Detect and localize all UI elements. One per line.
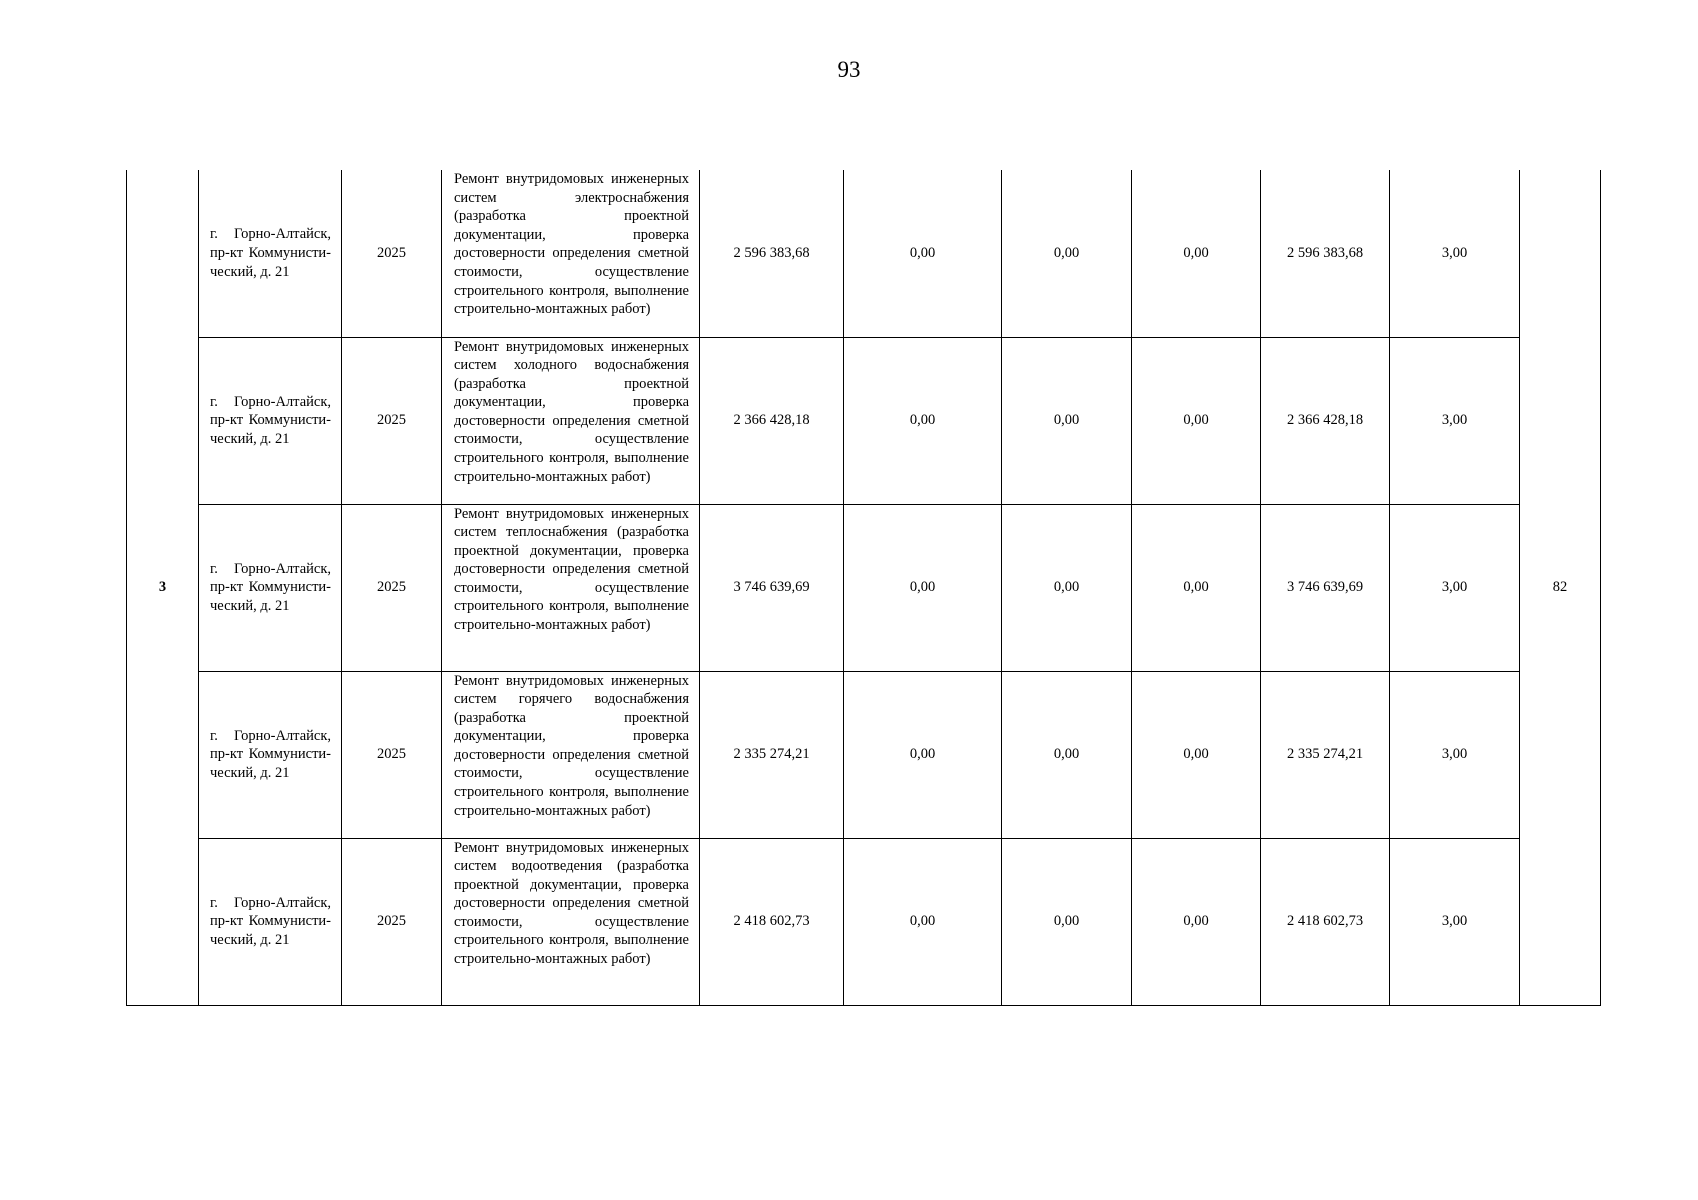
right-value-cell: 82 bbox=[1520, 170, 1601, 1005]
value-cell-4: 2 366 428,18 bbox=[1261, 337, 1390, 504]
value-cell-2: 0,00 bbox=[1002, 170, 1132, 337]
value-cell-3: 0,00 bbox=[1132, 838, 1261, 1005]
value-cell-4: 2 418 602,73 bbox=[1261, 838, 1390, 1005]
total-cost-cell: 2 418 602,73 bbox=[700, 838, 844, 1005]
table-row bbox=[127, 838, 1601, 1005]
value-cell-1: 0,00 bbox=[844, 504, 1002, 671]
value-cell-4: 2 335 274,21 bbox=[1261, 671, 1390, 838]
total-cost-cell: 2 596 383,68 bbox=[700, 170, 844, 337]
total-cost-cell: 2 366 428,18 bbox=[700, 337, 844, 504]
year-cell: 2025 bbox=[342, 337, 442, 504]
work-description-text: Ремонт внутридомовых инженерных систем теплоснабжения (разработка проектной документации, проверка достоверности определения сметной стоимости, осуществление строительного контроля, выполнение строительно-монтажных работ) bbox=[454, 505, 689, 634]
work-description-text: Ремонт внутридомовых инженерных систем холодного водоснабжения (разработка проектной документации, проверка достоверности определения сметной стоимости, осуществление строительного контроля, выполнение строительно-монтажных работ) bbox=[454, 338, 689, 485]
works-table-container bbox=[126, 170, 1601, 1006]
address-text: г. Горно-Алтайск, пр-кт Коммунисти-ческий, д. 21 bbox=[210, 894, 331, 948]
value-cell-4: 2 596 383,68 bbox=[1261, 170, 1390, 337]
address-cell bbox=[199, 671, 342, 838]
value-cell-3: 0,00 bbox=[1132, 504, 1261, 671]
value-cell-3: 0,00 bbox=[1132, 671, 1261, 838]
year-cell: 2025 bbox=[342, 671, 442, 838]
value-cell-3: 0,00 bbox=[1132, 337, 1261, 504]
address-text: г. Горно-Алтайск, пр-кт Коммунисти-ческий, д. 21 bbox=[210, 560, 331, 614]
address-cell bbox=[199, 170, 342, 337]
row-group-number: 3 bbox=[127, 170, 199, 1005]
address-cell bbox=[199, 337, 342, 504]
table-row bbox=[127, 671, 1601, 838]
value-cell-2: 0,00 bbox=[1002, 671, 1132, 838]
value-cell-5: 3,00 bbox=[1390, 671, 1520, 838]
table-row bbox=[127, 170, 1601, 337]
work-description-text: Ремонт внутридомовых инженерных систем водоотведения (разработка проектной документации, проверка достоверности определения сметной стоимости, осуществление строительного контроля, выполнение строительно-монтажных работ) bbox=[454, 839, 689, 968]
value-cell-1: 0,00 bbox=[844, 671, 1002, 838]
works-table bbox=[126, 170, 1601, 1006]
page-number: 93 bbox=[837, 57, 861, 82]
address-text: г. Горно-Алтайск, пр-кт Коммунисти-ческий, д. 21 bbox=[210, 393, 331, 447]
table-row bbox=[127, 504, 1601, 671]
table-row bbox=[127, 337, 1601, 504]
total-cost-cell: 2 335 274,21 bbox=[700, 671, 844, 838]
work-description-cell bbox=[442, 504, 700, 671]
work-description-text: Ремонт внутридомовых инженерных систем электроснабжения (разработка проектной документации, проверка достоверности определения сметной стоимости, осуществление строительного контроля, выполнение строительно-монтажных работ) bbox=[454, 171, 689, 318]
value-cell-3: 0,00 bbox=[1132, 170, 1261, 337]
value-cell-1: 0,00 bbox=[844, 337, 1002, 504]
value-cell-4: 3 746 639,69 bbox=[1261, 504, 1390, 671]
work-description-cell bbox=[442, 671, 700, 838]
year-cell: 2025 bbox=[342, 504, 442, 671]
value-cell-1: 0,00 bbox=[844, 838, 1002, 1005]
value-cell-5: 3,00 bbox=[1390, 170, 1520, 337]
address-text: г. Горно-Алтайск, пр-кт Коммунисти-ческий, д. 21 bbox=[210, 226, 331, 280]
address-text: г. Горно-Алтайск, пр-кт Коммунисти-ческий, д. 21 bbox=[210, 727, 331, 781]
work-description-cell bbox=[442, 170, 700, 337]
value-cell-2: 0,00 bbox=[1002, 337, 1132, 504]
year-cell: 2025 bbox=[342, 170, 442, 337]
value-cell-2: 0,00 bbox=[1002, 504, 1132, 671]
work-description-cell bbox=[442, 337, 700, 504]
total-cost-cell: 3 746 639,69 bbox=[700, 504, 844, 671]
value-cell-2: 0,00 bbox=[1002, 838, 1132, 1005]
value-cell-1: 0,00 bbox=[844, 170, 1002, 337]
value-cell-5: 3,00 bbox=[1390, 337, 1520, 504]
address-cell bbox=[199, 838, 342, 1005]
address-cell bbox=[199, 504, 342, 671]
value-cell-5: 3,00 bbox=[1390, 504, 1520, 671]
year-cell: 2025 bbox=[342, 838, 442, 1005]
work-description-cell bbox=[442, 838, 700, 1005]
value-cell-5: 3,00 bbox=[1390, 838, 1520, 1005]
work-description-text: Ремонт внутридомовых инженерных систем горячего водоснабжения (разработка проектной документации, проверка достоверности определения сметной стоимости, осуществление строительного контроля, выполнение строительно-монтажных работ) bbox=[454, 672, 689, 819]
